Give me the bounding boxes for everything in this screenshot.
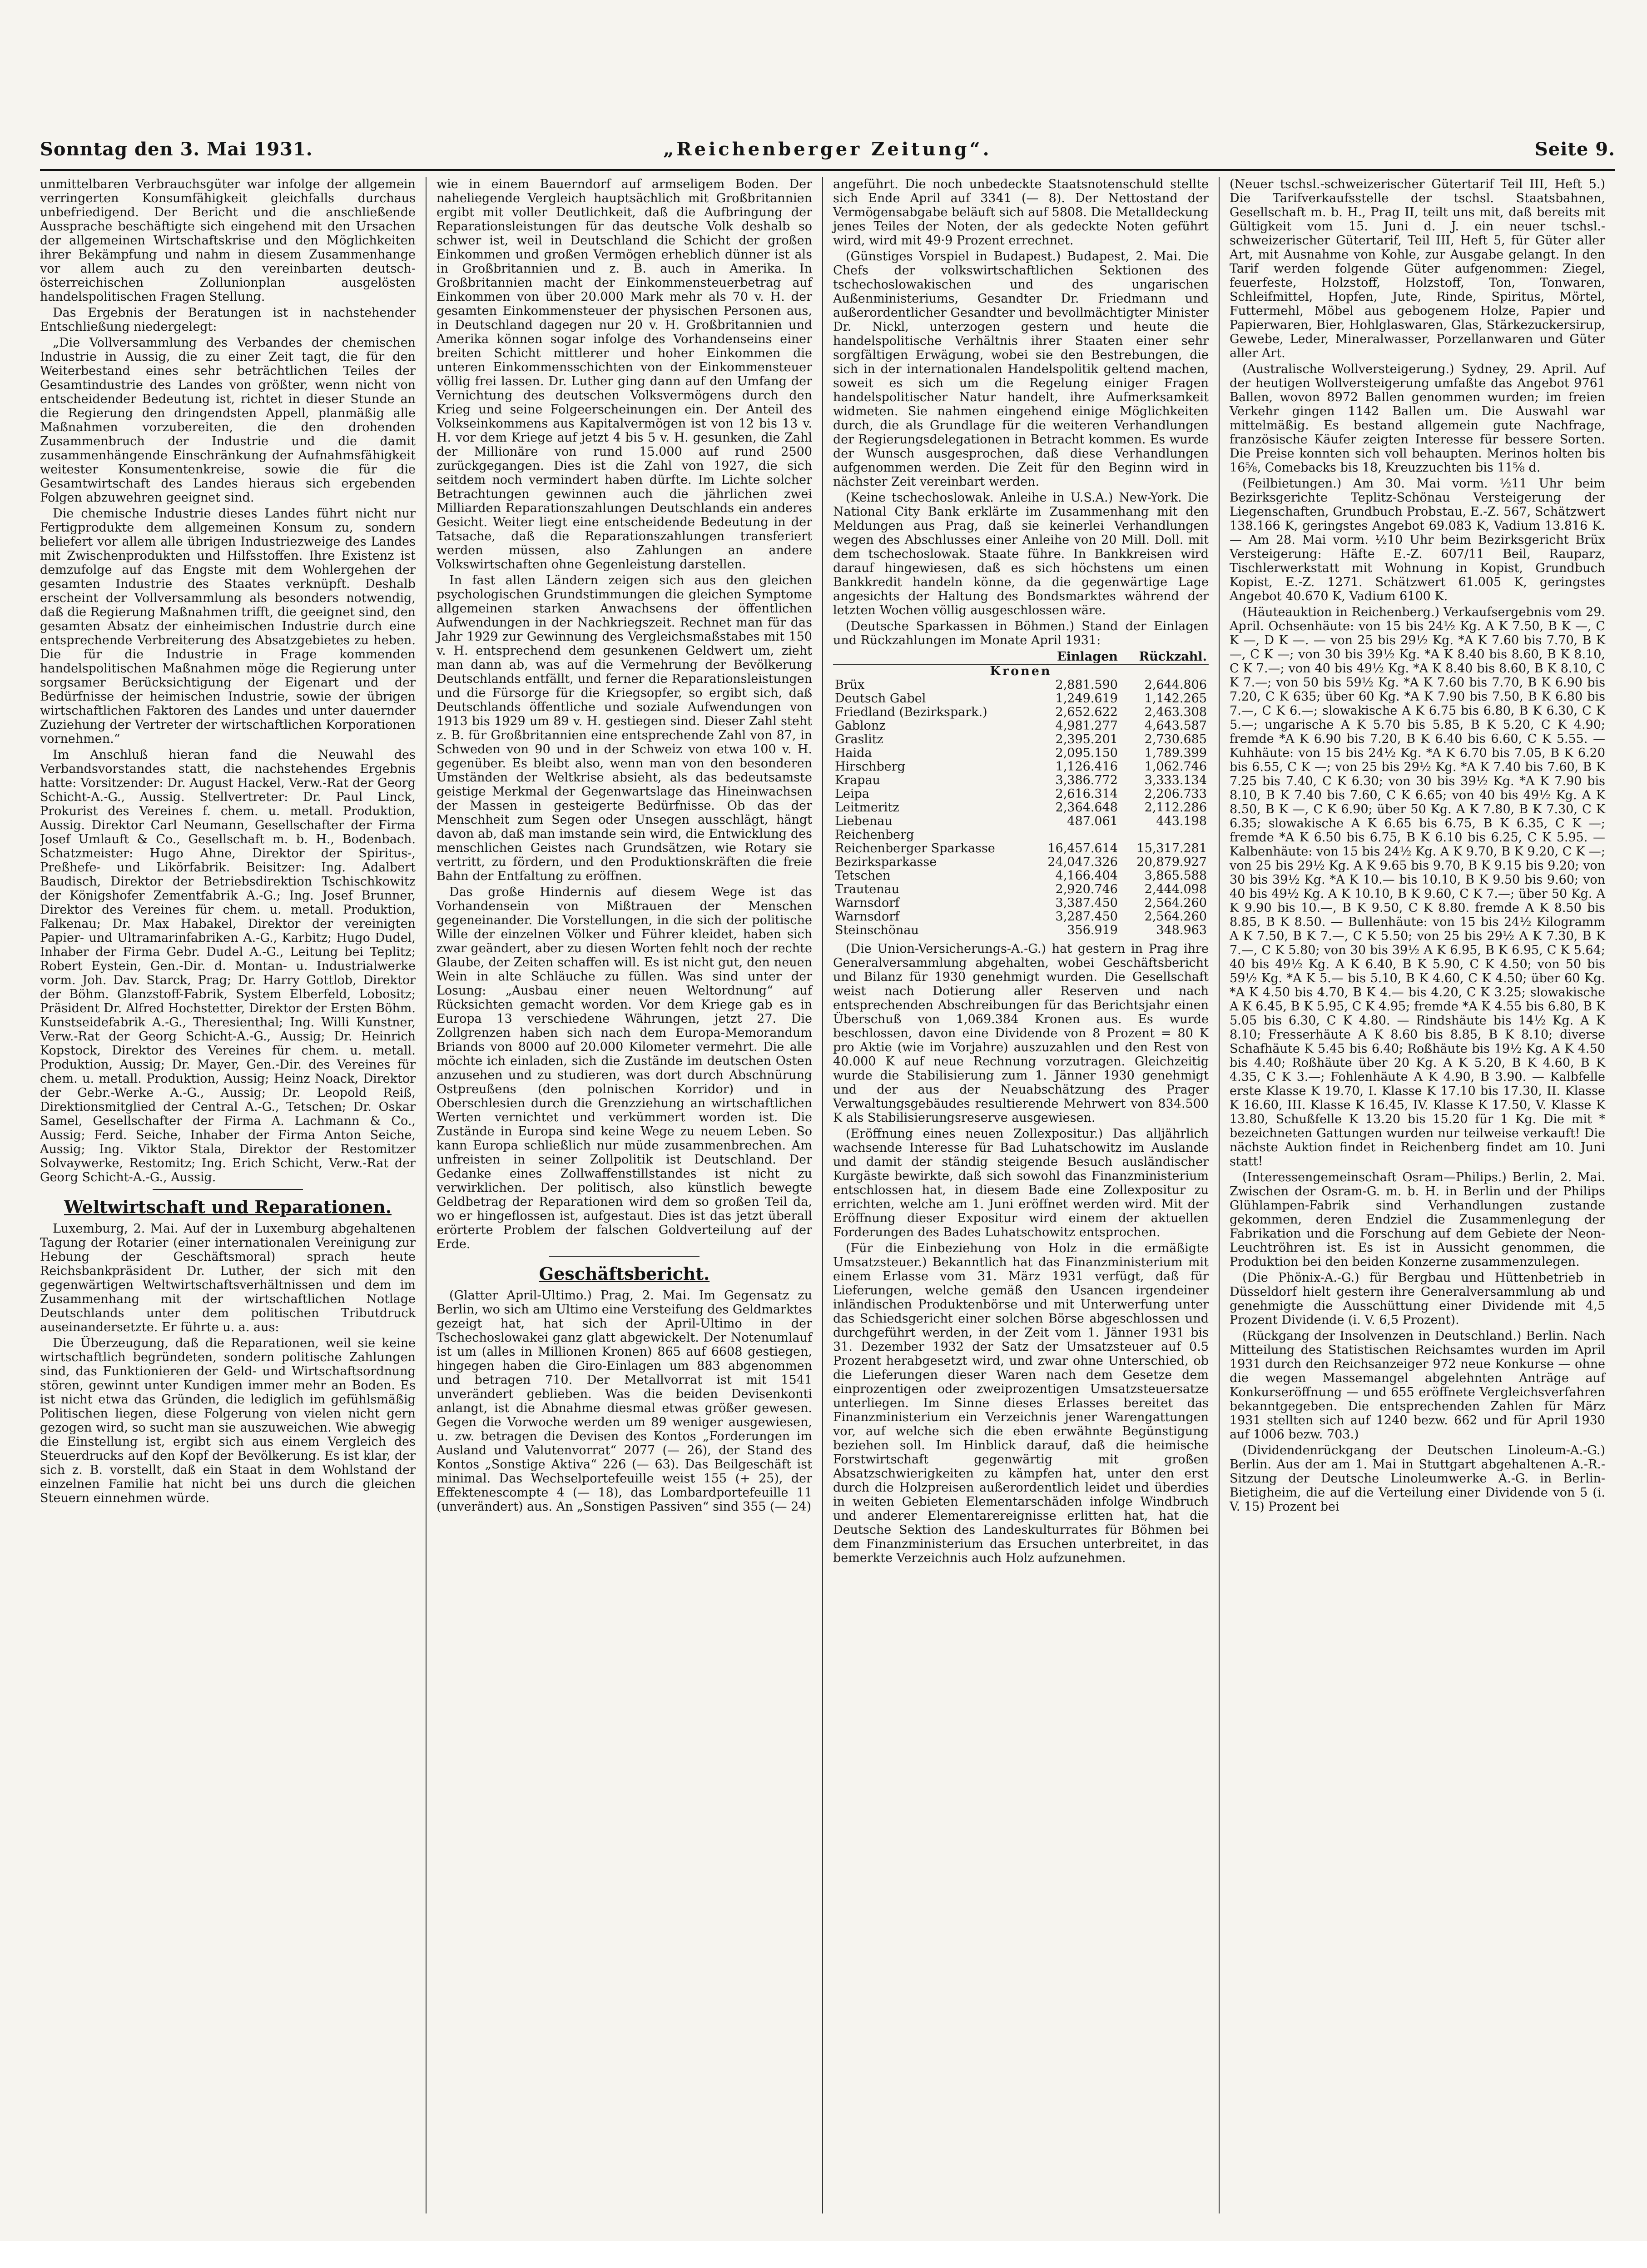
section-title-geschaeftsbericht: Geschäftsbericht. [539,1263,710,1284]
article-text: (Rückgang der Insolvenzen in Deutschland.) Berlin. Nach Mitteilung des Statistischen Reichsamtes wurden im April 1931 durch den Reichsanzeiger 972 neue Konkurse — ohne die wegen Massemangel abgelehnten Anträge auf Konkurseröffnung — und 655 eröffnete Vergleichsverfahren bekanntgegeben. Die entsprechenden Zahlen für März 1931 stellten sich auf 1240 bezw. 662 und für April 1930 auf 1006 bezw. 703.) [1230,1329,1605,1442]
article-text: (Die Phönix-A.-G.) für Bergbau und Hüttenbetrieb in Düsseldorf hielt gestern ihre Generalversammlung ab und genehmigte die Ausschüttung einer Dividende mit 4,5 Prozent Dividende (i. V. 6,5 Prozent). [1230,1271,1605,1327]
table-row [833,842,1209,855]
article-text: wie in einem Bauerndorf auf armseligem Boden. Der naheliegende Vergleich hauptsächlich mit Großbritannien ergibt mit voller Deutlichkeit, daß die Aufbringung der Reparationsleistungen für das deutsche Volk deshalb so schwer ist, weil in Deutschland die Schicht der großen Einkommen und großen Vermögen erheblich dünner ist als in Großbritannien und z. B. auch in Amerika. In Großbritannien macht der Einkommensteuerbetrag auf Einkommen von über 20.000 Mark mehr als 70 v. H. der gesamten Einkommensteuer der physischen Personen aus, in Deutschland dagegen nur 20 v. H. Großbritannien und Amerika können sogar infolge des Vorhandenseins einer breiten Schicht mittlerer und hoher Einkommen die unteren Einkommensschichten von der Einkommensteuer völlig frei lassen. Dr. Luther ging dann auf den Umfang der Vernichtung des deutschen Volksvermögens durch den Krieg und seine Folgeerscheinungen ein. Der Anteil des Volkseinkommens aus Kapitalvermögen ist von 12 bis 13 v. H. vor dem Kriege auf jetzt 4 bis 5 v. H. gesunken, die Zahl der Millionäre von rund 15.000 auf rund 2500 zurückgegangen. Dies ist die Zahl von 1927, die sich seitdem noch vermindert haben dürfte. Im Lichte solcher Betrachtungen gewinnen auch die jährlichen zwei Milliarden Reparationszahlungen Deutschlands ein anderes Gesicht. Weiter liegt eine entscheidende Bedeutung in der Tatsache, daß die Reparationszahlungen transferiert werden müssen, also Zahlungen an andere Volkswirtschaften ohne Gegenleistung darstellen. [437,177,812,572]
table-cell-rueckzahl: 2,564.260 [1144,910,1207,924]
table-header-einlagen: Einlagen [1031,650,1120,664]
table-header-row [833,650,1209,664]
table-row [833,774,1209,787]
table-row [833,910,1209,924]
table-row [833,719,1209,733]
table-cell-place: Deutsch Gabel [835,691,926,706]
table-row [833,801,1209,815]
table-unit: Kronen [990,664,1052,678]
article-text: angeführt. Die noch unbedeckte Staatsnotenschuld stellte sich Ende April auf 3341 (— 8). Der Nettostand der Vermögensabgabe beläuft sich auf 5808. Die Metalldeckung jenes Teiles der Noten, der als gedeckte Noten geführt wird, wird mit 49·9 Prozent errechnet. [833,177,1209,248]
page-bottom-margin [0,2241,1647,2268]
table-cell-rueckzahl: 1,142.265 [1144,691,1207,706]
divider [549,1256,699,1257]
article-text: (Neuer tschsl.-schweizerischer Gütertarif Teil III, Heft 5.) Die Tarifverkaufsstelle der tschsl. Staatsbahnen, Gesellschaft m. b. H., Prag II, teilt uns mit, daß bereits mit Gültigkeit vom 15. Juni d. J. ein neuer tschsl.-schweizerischer Gütertarif, Teil III, Heft 5, für Güter aller Art, mit Ausnahme von Kohle, zur Ausgabe gelangt. In den Tarif werden folgende Güter aufgenommen: Ziegel, feuerfeste, Holzstoff, Holzstoff, Ton, Tonwaren, Schleifmittel, Hopfen, Jute, Rinde, Spiritus, Mörtel, Futtermehl, Möbel aus gebogenem Holze, Papier und Papierwaren, Bier, Hohlglaswaren, Glas, Stärkezuckersirup, Gewebe, Leder, Mineralwasser, Porzellanwaren und Güter aller Art. [1230,177,1605,360]
table-cell-rueckzahl: 2,463.308 [1144,705,1207,719]
article-text: (Die Union-Versicherungs-A.-G.) hat gestern in Prag ihre Generalversammlung abgehalten, wobei Geschäftsbericht und Bilanz für 1930 genehmigt wurden. Die Gesellschaft weist nach Dotierung aller Reserven und nach entsprechenden Abschreibungen für das Berichtsjahr einen Überschuß von 1,069.384 Kronen aus. Es wurde beschlossen, davon eine Dividende von 8 Prozent = 80 K pro Aktie (wie im Vorjahre) auszuzahlen und den Rest von 40.000 K auf neue Rechnung vorzutragen. Gleichzeitig wurde die Stabilisierung zum 1. Jänner 1930 genehmigt und der aus der Neuabschätzung des Prager Verwaltungsgebäudes resultierende Mehrwert von 834.500 K als Stabilisierungsreserve ausgewiesen. [833,942,1209,1125]
table-row [833,815,1209,828]
table-cell-einlagen: 3,386.772 [1055,773,1118,787]
column-4 [1220,177,1615,2213]
table-row [833,924,1209,937]
article-text: Das große Hindernis auf diesem Wege ist das Vorhandensein von Mißtrauen der Menschen gegeneinander. Die Vorstellungen, in die sich der politische Wille der einzelnen Völker und Führer kleidet, haben sich zwar geändert, aber zu diesen Worten fehlt noch der rechte Glaube, der Zeiten schaffen will. Es ist nicht gut, den neuen Wein in alte Schläuche zu füllen. Was sind unter der Losung: „Ausbau einer neuen Weltordnung“ auf Rücksichten gemacht worden. Vor dem Kriege gab es in Europa 13 verschiedene Währungen, jetzt 27. Die Zollgrenzen haben sich nach dem Europa-Memorandum Briands von 8000 auf 20.000 Kilometer vermehrt. Die alle möchte ich einladen, sich die Zustände im deutschen Osten anzusehen und zu studieren, was dort durch Abschnürung Ostpreußens (den polnischen Korridor) und in Oberschlesien durch die Grenzziehung an wirtschaftlichen Werten vernichtet und verkümmert worden ist. Die Zustände in Europa sind keine Wege zu neuem Leben. So kann Europa schließlich nur müde zusammenbrechen. Am unfreisten in seiner Zollpolitik ist Deutschland. Der Gedanke eines Zollwaffenstillstandes ist nicht zu verwirklichen. Der politisch, also künstlich bewegte Geldbetrag der Reparationen wird dem so großen Teil da, wo er hingeflossen ist, aufgestaut. Dies ist das jetzt überall erörterte Problem der falschen Goldverteilung auf der Erde. [437,885,812,1251]
table-cell-rueckzahl: 2,444.098 [1144,882,1207,896]
table-cell-rueckzahl: 2,644.806 [1144,678,1207,692]
table-cell-rueckzahl: 2,564.260 [1144,896,1207,910]
table-cell-einlagen: 4,981.277 [1055,719,1118,733]
table-cell-place: Gablonz [835,719,886,733]
table-cell-rueckzahl: 443.198 [1156,814,1207,828]
table-cell-place: Friedland (Bezirkspark.) [835,705,987,719]
article-text: (Keine tschechoslowak. Anleihe in U.S.A.) New-York. Die National City Bank erklärte im Zusammenhang mit den Meldungen aus Prag, daß sie keinerlei Verhandlungen wegen des Abschlusses einer Anleihe von 20 Mill. Doll. mit dem tschechoslowak. Staate führe. In Bankkreisen wird darauf hingewiesen, daß es sich höchstens um einen Bankkredit handeln könne, da die gegenwärtige Lage angesichts der Haltung des Bondsmarktes während der letzten Wochen völlig ausgeschlossen wäre. [833,491,1209,617]
table-row [833,706,1209,719]
header-rule [40,169,1615,171]
table-cell-einlagen: 2,095.150 [1055,746,1118,760]
table-cell-einlagen: 4,166.404 [1055,869,1118,883]
table-cell-rueckzahl: 1,789.399 [1144,746,1207,760]
table-row [833,787,1209,801]
table-row [833,883,1209,896]
table-cell-rueckzahl: 3,333.134 [1144,773,1207,787]
table-cell-einlagen [1031,828,1120,842]
table-cell-place: Liebenau [835,814,893,828]
column-2 [427,177,823,2213]
table-row [833,828,1209,842]
article-text: (Australische Wollversteigerung.) Sydney, 29. April. Auf der heutigen Wollversteigerung umfaßte das Angebot 9761 Ballen, wovon 8972 Ballen genommen wurden; im freien Verkehr gingen 1142 Ballen um. Die Auswahl war mittelmäßig. Es bestand allgemein gute Nachfrage, französische Käufer zeigten Interesse für bessere Sorten. Die Preise konnten sich voll behaupten. Merinos holten bis 16⅝, Comebacks bis 18, Kreuzzuchten bis 11⅝ d. [1230,362,1605,475]
article-text: unmittelbaren Verbrauchsgüter war infolge der allgemein verringerten Konsumfähigkeit gleichfalls durchaus unbefriedigend. Der Bericht und die anschließende Aussprache beschäftigte sich eingehend mit den Ursachen der allgemeinen Wirtschaftskrise und den Möglichkeiten ihrer Bekämpfung und nahm in diesem Zusammenhange vor allem auch zu den vereinbarten deutsch-österreichischen Zollunionplan ausgelösten handelspolitischen Fragen Stellung. [40,177,416,304]
article-text: Das Ergebnis der Beratungen ist in nachstehender Entschließung niedergelegt: [40,306,416,334]
table-cell-einlagen: 1,249.619 [1055,691,1118,706]
table-row [833,869,1209,883]
table-cell-einlagen: 2,395.201 [1055,732,1118,746]
column-3 [823,177,1220,2213]
table-cell-place: Steinschönau [835,923,919,937]
article-text: (Für die Einbeziehung von Holz in die ermäßigte Umsatzsteuer.) Bekanntlich hat das Finanzministerium mit einem Erlasse vom 31. März 1931 verfügt, daß für Lieferungen, welche gemäß den Usancen irgendeiner inländischen Produktenbörse und mit Unterwerfung unter das Schiedsgericht einer solchen Börse abgeschlossen und durchgeführt werden, in der Zeit vom 1. Jänner 1931 bis 31. Dezember 1932 der Satz der Umsatzsteuer auf 0.5 Prozent herabgesetzt wird, und zwar ohne Unterschied, ob die Lieferungen dieser Waren nach dem Gesetze dem einprozentigen oder zweiprozentigen Umsatzsteuersatze unterliegen. Im Sinne dieses Erlasses bereitet das Finanzministerium ein Verzeichnis jener Warengattungen vor, auf welche sich die eben erwähnte Begünstigung beziehen soll. Im Hinblick darauf, daß die heimische Forstwirtschaft gegenwärtig mit großen Absatzschwierigkeiten zu kämpfen hat, unter den erst durch die Holzpreisen außerordentlich leidet und überdies in weiten Gebieten Elementarschäden infolge Windbruch und anderer Elementarereignisse erlitten hat, hat die Deutsche Sektion des Landeskulturrates für Böhmen bei dem Finanzministerium das Ersuchen unterbreitet, in das bemerkte Verzeichnis auch Holz aufzunehmen. [833,1241,1209,1565]
table-cell-einlagen: 24,047.326 [1047,855,1118,869]
table-row [833,692,1209,706]
table-cell-einlagen: 356.919 [1067,923,1118,937]
article-text: (Interessengemeinschaft Osram—Philips.) Berlin, 2. Mai. Zwischen der Osram-G. m. b. H. in Berlin und der Philips Glühlampen-Fabrik sind Verhandlungen zustande gekommen, deren Endziel die Zusammenlegung der Fabrikation und die Forschung auf dem Gebiete der Neon-Leuchtröhren ist. Es ist in Aussicht genommen, die Produktion bei den beiden Konzerne zusammenzulegen. [1230,1170,1605,1269]
table-cell-place: Tetschen [835,869,891,883]
table-cell-rueckzahl: 2,206.733 [1144,787,1207,801]
article-text: (Eröffnung eines neuen Zollexpositur.) Das alljährlich wachsende Interesse für Bad Luhatschowitz im Auslande und damit der ständig steigende Besuch ausländischer Kurgäste bewirkte, daß sich sowohl das Finanzministerium entschlossen hat, in diesem Bade eine Zollexpositur zu errichten, welche am 1. Juni eröffnet werden wird. Mit der Eröffnung dieser Expositur wird einem der aktuellen Forderungen des Bades Luhatschowitz entsprochen. [833,1127,1209,1239]
table-row [833,760,1209,774]
article-text: Die chemische Industrie dieses Landes führt nicht nur Fertigprodukte dem allgemeinen Konsum zu, sondern beliefert vor allem alle übrigen Industriezweige des Landes mit Zwischenprodukten und Hilfsstoffen. Ihre Existenz ist demzufolge auf das Engste mit dem Wohlergehen der gesamten Industrie des Staates verknüpft. Deshalb erscheint der Vollversammlung als besonders notwendig, daß die Regierung Maßnahmen trifft, die geeignet sind, den gesamten Absatz der einheimischen Industrie durch eine entsprechende Verbreiterung des Absatzgebietes zu heben. Die für die Industrie in Frage kommenden handelspolitischen Maßnahmen möge die Regierung unter sorgsamer Berücksichtigung der Eigenart und der Bedürfnisse der heimischen Industrie, sowie der übrigen wirtschaftlichen Faktoren des Landes und unter dauernder Zuziehung der Vertreter der wirtschaftlichen Korporationen vornehmen.“ [40,507,416,746]
column-1 [40,177,427,2213]
table-cell-rueckzahl: 348.963 [1156,923,1207,937]
table-cell-place: Trautenau [835,882,900,896]
article-text: (Feilbietungen.) Am 30. Mai vorm. ½11 Uhr beim Bezirksgerichte Teplitz-Schönau Versteigerung der Liegenschaften, Grundbuch Probstau, E.-Z. 567, Schätzwert 138.166 K, geringstes Angebot 69.083 K, Vadium 13.816 K. — Am 28. Mai vorm. ½10 Uhr beim Bezirksgericht Brüx Versteigerung: Häfte E.-Z. 607/11 Beil, Rauparz, Tischlerwerkstatt mit Wohnung in Kopist, Grundbuch Kopist, E.-Z. 1271. Schätzwert 61.005 K, geringstes Angebot 40.670 K, Vadium 6100 K. [1230,477,1605,603]
table-cell-rueckzahl: 2,730.685 [1144,732,1207,746]
table-cell-place: Reichenberger Sparkasse [835,841,995,855]
header-newspaper-title: „Reichenberger Zeitung“. [663,139,992,160]
article-text: (Glatter April-Ultimo.) Prag, 2. Mai. Im Gegensatz zu Berlin, wo sich am Ultimo eine Versteifung des Geldmarktes gezeigt hat, hat sich der April-Ultimo in der Tschechoslowakei ganz glatt abgewickelt. Der Notenumlauf ist um (alles in Millionen Kronen) 865 auf 6608 gestiegen, hingegen haben die Giro-Einlagen um 883 abgenommen und betragen 710. Der Metallvorrat ist mit 1541 unverändert geblieben. Was die beiden Devisenkonti anlangt, ist die Abnahme diesmal etwas größer gewesen. Gegen die Vorwoche werden um 89 weniger ausgewiesen, u. zw. betragen die Devisen des Kontos „Forderungen im Ausland und Valutenvorrat“ 2077 (— 26), der Stand des Kontos „Sonstige Aktiva“ 226 (— 63). Das Beilgeschäft ist minimal. Das Wechselportefeuille weist 155 (+ 25), der Effektenescompte 4 (— 18), das Lombardportefeuille 11 (unverändert) aus. An „Sonstigen Passiven“ sind 355 (— 24) [437,1288,812,1514]
table-header-place [833,650,1031,664]
table-cell-place: Leitmeritz [835,801,899,815]
article-text: Die Überzeugung, daß die Reparationen, weil sie keine wirtschaftlich begründeten, sondern politische Zahlungen sind, das Funktionieren der Geld- und Wirtschaftsordnung stören, gewinnt unter Kundigen immer mehr an Boden. Es ist nicht etwa das Gründen, die lediglich im gefühlsmäßig Politischen liegen, diese Folgerung von vielen nicht gern gezogen wird, so sucht man sie auszuweichen. Wie abwegig die Einstellung ist, ergibt sich aus einem Vergleich des Steuerdrucks auf den Kopf der Bevölkerung. Es ist klar, der sich z. B. vorstellt, daß ein Staat in dem Wohlstand der einzelnen Familie hat nicht bei uns durch die gleichen Steuern einnehmen würde. [40,1336,416,1505]
table-cell-rueckzahl: 1,062.746 [1144,760,1207,774]
table-cell-rueckzahl: 15,317.281 [1136,841,1207,855]
table-cell-einlagen: 2,616.314 [1055,787,1118,801]
table-cell-einlagen: 2,920.746 [1055,882,1118,896]
table-cell-place: Bezirksparkasse [835,855,937,869]
article-text: (Deutsche Sparkassen in Böhmen.) Stand der Einlagen und Rückzahlungen im Monate April 1931: [833,619,1209,647]
article-text: Luxemburg, 2. Mai. Auf der in Luxemburg abgehaltenen Tagung der Rotarier (einer internationalen Vereinigung zur Hebung der Geschäftsmoral) sprach heute Reichsbankpräsident Dr. Luther, der sich mit den gegenwärtigen Weltwirtschaftsverhältnissen und dem im Zusammenhang mit der wirtschaftlichen Notlage Deutschlands unter dem politischen Tributdruck auseinandersetzte. Er führte u. a. aus: [40,1222,416,1334]
article-text: In fast allen Ländern zeigen sich aus den gleichen psychologischen Grundstimmungen die gleichen Symptome allgemeinen starken Anwachsens der öffentlichen Aufwendungen in der Nachkriegszeit. Rechnet man für das Jahr 1929 zur Gewinnung des Vergleichsmaßstabes mit 150 v. H. entsprechend dem gesunkenen Geldwert um, zieht man dann ab, was auf die Vermehrung der Bevölkerung Deutschlands entfällt, und ferner die Reparationsleistungen und die Fürsorge für die Kriegsopfer, so ergibt sich, daß Deutschlands öffentliche und soziale Aufwendungen von 1913 bis 1929 um 89 v. H. gestiegen sind. Dieser Zahl steht z. B. für Großbritannien eine entsprechende Zahl von 87, in Schweden von 90 und in der Schweiz von etwa 100 v. H. gegenüber. Es bleibt also, wenn man von den besonderen Umständen der Weltkrise absieht, als das bedeutsamste geistige Merkmal der Gegenwartslage das Hineinwachsen der Massen in gesteigerte Bedürfnisse. Ob das der Menschheit zum Segen oder Unsegen ausschlägt, hängt davon ab, daß man imstande sein wird, die Entwicklung des menschlichen Geistes nach Grundsätzen, wie Rotary sie vertritt, zu fördern, und den Produktionskräften die freie Bahn der Entfaltung zu eröffnen. [437,573,812,883]
article-text: (Häuteauktion in Reichenberg.) Verkaufsergebnis vom 29. April. Ochsenhäute: von 15 bis 24½ Kg. A K 7.50, B K —, C K —, D K —. — von 25 bis 29½ Kg. *A K 7.60 bis 7.70, B K —, C K —; von 30 bis 39½ Kg. *A K 8.40 bis 8.60, B K 8.10, C K 7.—; von 40 bis 49½ Kg. *A K 8.40 bis 8.60, B K 8.10, C K 7.—; von 50 bis 59½ Kg. *A K 7.60 bis 7.70, B K 6.90 bis 7.20, C K 635; über 60 Kg. *A K 7.90 bis 7.50, B K 6.80 bis 7.—, C K 6.—; slowakische A K 6.75 bis 6.80, B K 6.30, C K 5.—; ungarische A K 5.70 bis 5.85, B K 5.20, C K 4.90; fremde *A K 6.90 bis 7.20, B K 6.40 bis 6.60, C K 5.55. — Kuhhäute: von 15 bis 24½ Kg. *A K 6.70 bis 7.05, B K 6.20 bis 6.55, C K —; von 25 bis 29½ Kg. *A K 7.40 bis 7.60, B K 7.25 bis 7.40, C K 6.30; von 30 bis 39½ Kg. *A K 7.90 bis 8.10, B K 7.40 bis 7.60, C K 6.65; von 40 bis 49½ Kg. A K 8.50, B K —, C K 6.90; über 50 Kg. A K 7.80, B K 7.30, C K 6.35; slowakische A K 6.65 bis 6.75, B K 6.35, C K —; fremde *A K 6.50 bis 6.75, B K 6.10 bis 6.25, C K 5.95. — Kalbenhäute: von 15 bis 24½ Kg. A K 9.70, B K 9.20, C K —; von 25 bis 29½ Kg. A K 9.65 bis 9.70, B K 9.15 bis 9.20; von 30 bis 39½ Kg. *A K 10.— bis 10.10, B K 9.50 bis 9.60; von 40 bis 49½ Kg. A K 10.10, B K 9.60, C K 7.—; über 50 Kg. A K 9.90 bis 10.—, B K 9.50, C K 8.80. fremde A K 8.50 bis 8.85, B K 8.50. — Bullenhäute: von 15 bis 24½ Kilogramm A K 7.50, B K 7.—, C K 5.50; von 25 bis 29½ A K 7.30, B K 7.—, C K 5.80; von 30 bis 39½ A K 6.95, B K 6.95, C K 5.64; 40 bis 49½ Kg. A K 6.40, B K 5.90, C K 4.50; von 50 bis 59½ Kg. *A K 5.— bis 5.10, B K 4.60, C K 4.50; über 60 Kg. *A K 4.50 bis 4.70, B K 4.— bis 4.20, C K 3.25; slowakische A K 6.45, B K 5.95, C K 4.95; fremde *A K 4.55 bis 6.80, B K 5.05 bis 6.30, C K 4.80. — Rindshäute bis 14½ Kg. A K 8.10; Fresserhäute A K 8.60 bis 8.85, B K 8.10; diverse Schafhäute K 5.45 bis 6.40; Roßhäute bis 19½ Kg. A K 4.50 bis 4.40; Roßhäute über 20 Kg. A K 5.20, B K 4.60, B K 4.35, C K 3.—; Fohlenhäute A K 4.90, B 3.90. — Kalbfelle erste Klasse K 19.70, I. Klasse K 17.10 bis 17.30, II. Klasse K 16.60, III. Klasse K 16.45, IV. Klasse K 17.50, V. Klasse K 13.80, Schußfelle K 13.20 bis 15.20 für 1 Kg. Die mit * bezeichneten Gattungen wurden nur teilweise verkauft! Die nächste Auktion findet in Reichenberg findet am 10. Juni statt! [1230,605,1605,1169]
article-text: Im Anschluß hieran fand die Neuwahl des Verbandsvorstandes statt, die nachstehendes Ergebnis hatte: Vorsitzender: Dr. August Hackel, Verw.-Rat der Georg Schicht-A.-G., Aussig. Stellvertreter: Dr. Paul Linck, Prokurist des Vereines f. chem. u. metall. Produktion, Aussig. Direktor Carl Neumann, Gesellschafter der Firma Josef Umlauft & Co., Gesellschaft m. b. H., Bodenbach. Schatzmeister: Hugo Ahne, Direktor der Spiritus-, Preßhefe- und Likörfabrik. Beisitzer: Ing. Adalbert Baudisch, Direktor der Betriebsdirektion Tschischkowitz der Königshofer Zementfabrik A.-G.; Ing. Josef Brunner, Direktor des Vereines für chem. u. metall. Produktion, Falkenau; Dr. Max Habakel, Direktor der vereinigten Papier- und Ultramarinfabriken A.-G., Karbitz; Hugo Dudel, Inhaber der Firma Gebr. Dudel A.-G., Leitung bei Teplitz; Robert Eystein, Gen.-Dir. d. Montan- u. Industrialwerke vorm. Joh. Dav. Starck, Prag; Dr. Harry Gottlob, Direktor der Böhm. Glanzstoff-Fabrik, System Elberfeld, Lobositz; Präsident Dr. Alfred Hochstetter, Direktor der Ersten Böhm. Kunstseidefabrik A.-G., Theresienthal; Ing. Willi Kunstner, Verw.-Rat der Georg Schicht-A.-G., Aussig; Dr. Heinrich Kopstock, Direktor des Vereines für chem. u. metall. Produktion, Aussig; Dr. Mayer, Gen.-Dir. des Vereines für chem. u. metall. Produktion, Aussig; Heinz Noack, Direktor der Gebr.-Werke A.-G., Aussig; Dr. Leopold Reiß, Direktionsmitglied der Central A.-G., Tetschen; Dr. Oskar Samel, Gesellschafter der Firma A. Lachmann & Co., Aussig; Ferd. Seiche, Inhaber der Firma Anton Seiche, Aussig; Ing. Viktor Stala, Direktor der Restomitzer Solvaywerke, Restomitz; Ing. Erich Schicht, Verw.-Rat der Georg Schicht-A.-G., Aussig. [40,748,416,1184]
table-cell-einlagen: 2,364.648 [1055,801,1118,815]
table-cell-place: Warnsdorf [835,910,900,924]
table-cell-rueckzahl: 20,879.927 [1136,855,1207,869]
header-page-number: Seite 9. [1534,139,1615,160]
table-cell-place: Reichenberg [835,828,914,842]
table-cell-rueckzahl [1120,828,1209,842]
table-cell-place: Brüx [835,678,865,692]
table-cell-place: Krapau [835,773,880,787]
table-unit-row [833,664,1209,678]
table-row [833,855,1209,869]
table-cell-place: Haida [835,746,872,760]
table-cell-place: Graslitz [835,732,883,746]
table-cell-place: Warnsdorf [835,896,900,910]
table-cell-einlagen: 16,457.614 [1047,841,1118,855]
page-header [40,139,1615,166]
table-cell-rueckzahl: 3,865.588 [1144,869,1207,883]
table-cell-einlagen: 2,652.622 [1055,705,1118,719]
table-cell-einlagen: 2,881.590 [1055,678,1118,692]
table-cell-place: Leipa [835,787,869,801]
table-cell-einlagen: 3,287.450 [1055,910,1118,924]
article-text: (Dividendenrückgang der Deutschen Linoleum-A.-G.) Berlin. Aus der am 1. Mai in Stuttgart abgehaltenen A.-R.-Sitzung der Deutsche Linoleumwerke A.-G. in Berlin-Bietigheim, die auf die Verteilung einer Dividende von 5 (i. V. 15) Prozent bei [1230,1443,1605,1514]
table-row [833,896,1209,910]
table-row [833,678,1209,692]
article-text: (Günstiges Vorspiel in Budapest.) Budapest, 2. Mai. Die Chefs der volkswirtschaftlichen Sektionen des tschechoslowakischen und des ungarischen Außenministeriums, Gesandter Dr. Friedmann und außerordentlicher Gesandter und bevollmächtigter Minister Dr. Nickl, unterzogen gestern und heute die handelspolitische Verhältnis ihrer Staaten einer sehr sorgfältigen Erwägung, wobei sie den Bestrebungen, die sich in der internationalen Handelspolitik geltend machen, soweit es sich um die Regelung einiger Fragen handelspolitischer Natur handelt, ihre Aufmerksamkeit widmeten. Sie nahmen eingehend einige Möglichkeiten durch, die als Grundlage für die weiteren Verhandlungen der Regierungsdelegationen in Betracht kommen. Es wurde der Wunsch ausgesprochen, daß diese Verhandlungen aufgenommen werden. Die Zeit für den Beginn wird in nächster Zeit vereinbart werden. [833,249,1209,489]
header-date: Sonntag den 3. Mai 1931. [40,139,313,160]
table-cell-einlagen: 1,126.416 [1055,760,1118,774]
table-cell-place: Hirschberg [835,760,905,774]
table-cell-rueckzahl: 2,112.286 [1144,801,1207,815]
article-text: „Die Vollversammlung des Verbandes der chemischen Industrie in Aussig, die zu einer Zeit tagt, die für den Weiterbestand eines sehr beträchtlichen Teiles der Gesamtindustrie des Landes von größter, wenn nicht von entscheidender Bedeutung ist, richtet in dieser Stunde an die Regierung den dringendsten Appell, planmäßig alle Maßnahmen vorzubereiten, die den drohenden Zusammenbruch der Industrie und die damit zusammenhängende Einschränkung der Aufnahmsfähigkeit weitester Konsumentenkreise, sowie die für die Gesamtwirtschaft des Landes hieraus sich ergebenden Folgen abzuwehren geeignet sind. [40,336,416,505]
divider [153,1189,303,1190]
table-cell-einlagen: 3,387.450 [1055,896,1118,910]
table-cell-rueckzahl: 4,643.587 [1144,719,1207,733]
table-cell-einlagen: 487.061 [1067,814,1118,828]
table-row [833,746,1209,760]
columns [40,177,1615,2213]
section-title-weltwirtschaft: Weltwirtschaft und Reparationen. [64,1197,392,1217]
table-row [833,733,1209,746]
table-header-rueckzahl: Rückzahl. [1120,650,1209,664]
sparkassen-table [833,650,1209,937]
